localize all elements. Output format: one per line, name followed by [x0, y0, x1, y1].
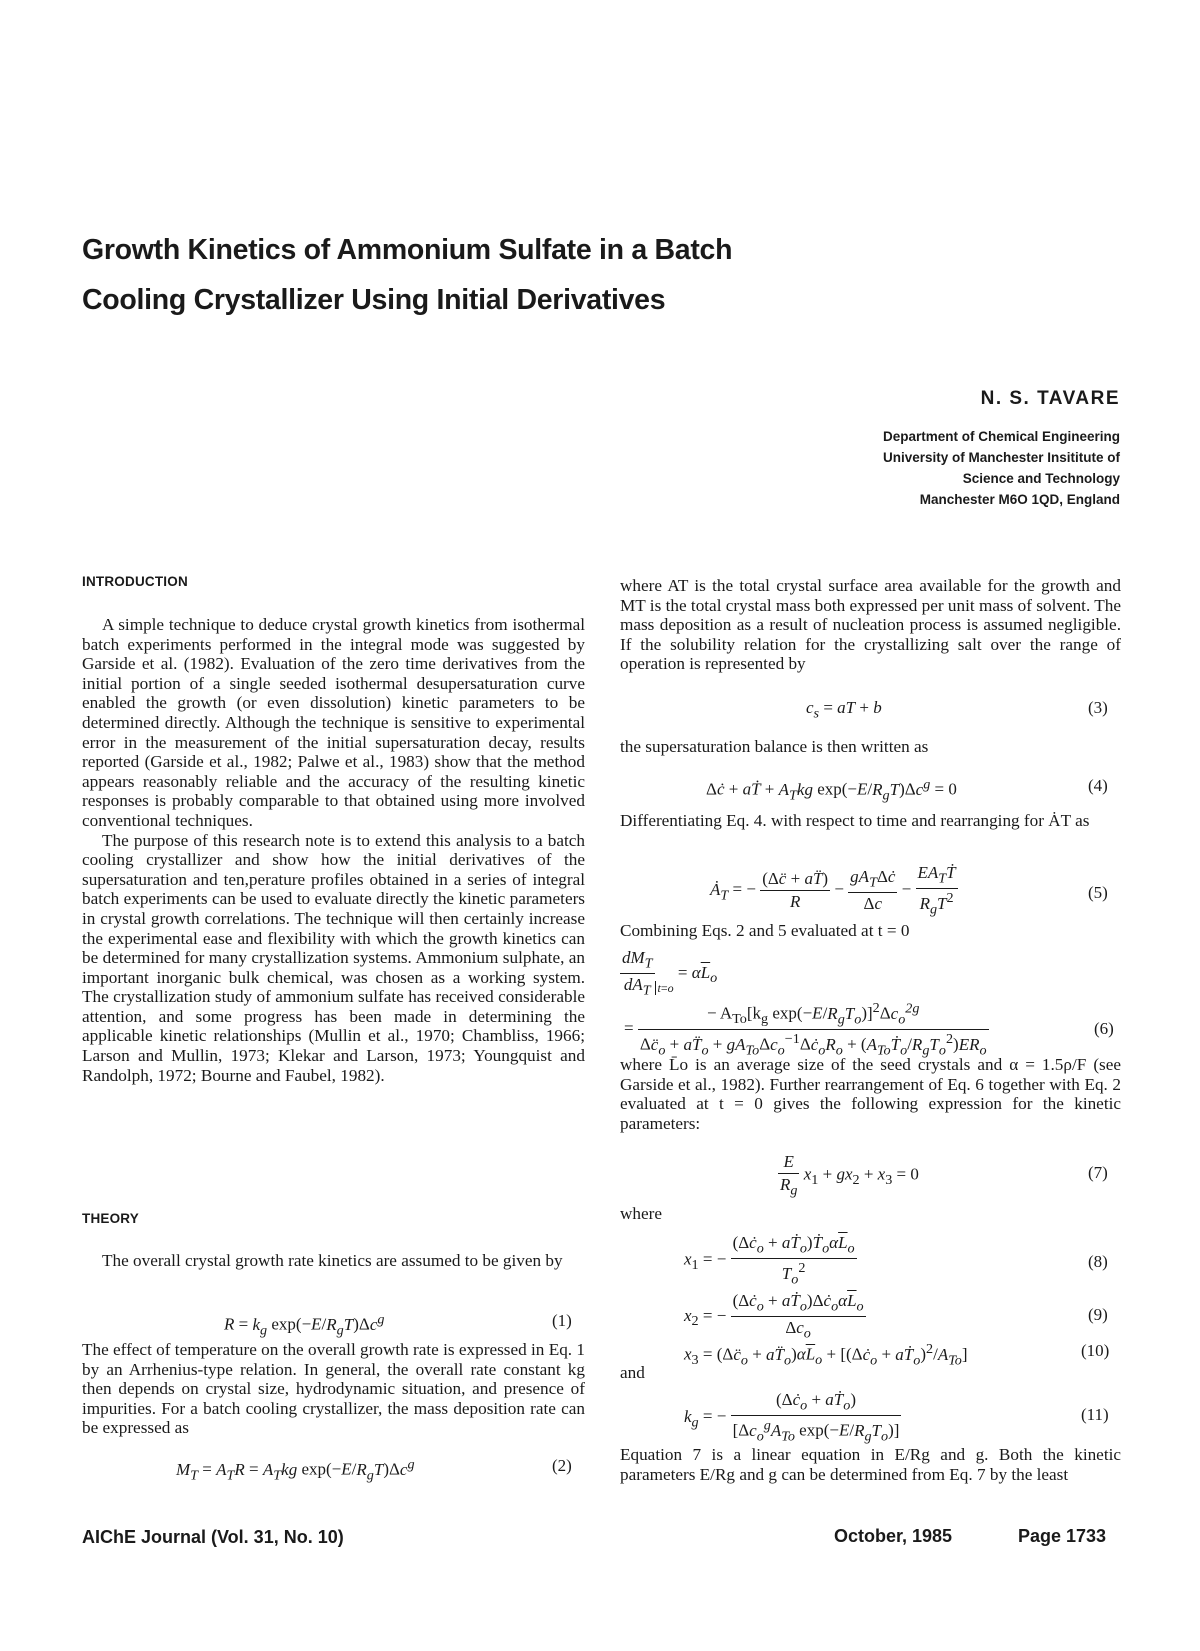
right-text-2: the supersaturation balance is then written as — [620, 737, 929, 756]
paper-title — [82, 225, 982, 325]
equation-8: $x_1$ = − $\frac{(\Delta ċ_o + aṪ_o)Ṫ_o\alpha\overline{L}_o}{T_o^2}$ — [684, 1233, 855, 1288]
right-paragraph-3 — [620, 811, 1121, 831]
equation-3: $c_s$ = aT + b — [806, 698, 882, 722]
right-text-6: Equation 7 is a linear equation in E/Rg and g. Both the kinetic parameters E/Rg and g can be determined from Eq. 7 by the least — [620, 1445, 1121, 1484]
equation-10: $x_3$ = ($\Delta c̈_o$ + $aT̈_o)\alpha\overline{L}_o$ + [($\Delta ċ_o$ + $aṪ_o)^2/A_{To}$] — [684, 1341, 968, 1369]
title-line-2: Cooling Crystallizer Using Initial Derivatives — [82, 284, 666, 316]
intro-paragraph-1: A simple technique to deduce crystal growth kinetics from isothermal batch experiments performed in the integral mode was suggested by Garside et al. (1982). Evaluation of the zero time derivatives from the initial portion of a single seeded isothermal desupersaturation curve enabled the growth (or even dissolution) kinetic parameters to be determined directly. Although the technique is sensitive to experimental error in the measurement of the initial supersaturation decay, results reported (Garside et al., 1982; Palwe et al., 1983) show that the method appears reasonably reliable and the accuracy of the resulting kinetic responses is probably comparable to that obtained using more involved conventional techniques. — [82, 615, 585, 830]
theory-heading: THEORY — [82, 1211, 139, 1226]
equation-number: (11) — [1081, 1405, 1109, 1424]
equation-9: $x_2$ = − $\frac{(\Delta ċ_o + aṪ_o)\Delta ċ_o\alpha\overline{L}_o}{\Delta c_o}$ — [684, 1291, 864, 1342]
footer-journal: AIChE Journal (Vol. 31, No. 10) — [82, 1527, 344, 1547]
and-text: and — [620, 1363, 645, 1382]
and-label — [620, 1363, 720, 1383]
equation-number: (6) — [1094, 1019, 1114, 1038]
equation-6-rhs: = $\frac{- A_{To}[k_g \exp(-E/R_gT_o)]^2\Delta c_o^{2g}}{\Delta c̈_o + aT̈_o + gA_{To}\Delta c_o^{-1}\Delta ċ_oR_o + (A_{To}Ṫ_o/R_gT_o^2)ER_o}$ — [624, 1000, 987, 1059]
right-paragraph-2 — [620, 737, 1121, 757]
affiliation-line: University of Manchester Insititute of — [882, 450, 1120, 465]
equation-number: (9) — [1088, 1305, 1108, 1324]
equation-number: (5) — [1088, 883, 1108, 902]
intro-paragraph-2: The purpose of this research note is to extend this analysis to a batch cooling crystallizer and show how the initial derivatives of the supersaturation and ten,perature profiles obtained in a series of integral batch experiments can be used to evaluate directly the kinetic parameters in crystal growth correlations. The technique will then certainly increase the experimental ease and flexibility with which the growth kinetics can be determined for many crystallization systems. Ammonium sulphate, an important inorganic bulk chemical, was chosen as a working system. The crystallization study of ammonium sulfate has received considerable attention, and some progress has been made in determining the applicable kinetic relationships (Mullin et al., 1970; Chambliss, 1966; Larson and Mullin, 1973; Klekar and Larson, 1973; Youngquist and Randolph, 1972; Bourne and Faubel, 1982). — [82, 830, 585, 1085]
equation-6-lhs: $\frac{dM_T}{dA_T}$ $_{t=o} = \alpha\overline{L}_o$ — [622, 948, 718, 999]
where-text: where — [620, 1204, 662, 1223]
theory-text-2: The effect of temperature on the overall growth rate is expressed in Eq. 1 by an Arrhenius-type relation. In general, the overall rate constant kg then depends on crystal size, hydrodynamic situation, and presence of impurities. For a batch cooling crystallizer, the mass deposition rate can be expressed as — [82, 1340, 585, 1438]
equation-number: (4) — [1088, 776, 1108, 795]
right-text-3: Differentiating Eq. 4. with respect to time and rearranging for ȦT as — [620, 811, 1090, 830]
footer-date: October, 1985 — [834, 1526, 953, 1546]
equation-5: $Ȧ_T$ = − $\frac{(\Delta c̈ + aT̈)}{R}$ − $\frac{gA_T\Delta ċ}{\Delta c}$ − $\frac{EA_TṪ}{R_gT^2}$ — [710, 863, 956, 918]
equation-1: $R = k_g$ $\exp(-E/R_gT)\Delta c^g$ — [224, 1311, 385, 1339]
equation-number: (7) — [1088, 1163, 1108, 1182]
affiliation-line: Science and Technology — [962, 471, 1120, 486]
right-text-1: where AT is the total crystal surface area available for the growth and MT is the total crystal mass both expressed per unit mass of solvent. The mass deposition as a result of nucleation process is assumed negligible. If the solubility relation for the crystallizing salt over the range of operation is represented by — [620, 576, 1121, 674]
introduction-heading: INTRODUCTION — [82, 574, 188, 589]
equation-number: (10) — [1081, 1341, 1110, 1360]
footer-page: Page 1733 — [1018, 1526, 1107, 1546]
equation-2: $M_T = A_TR = A_Tkg$ $\exp(-E/R_gT)\Delta c^g$ — [176, 1456, 415, 1484]
equation-11: $k_g$ = − $\frac{(\Delta ċ_o + aṪ_o)}{[\Delta c_o^gA_{To} \exp(-E/R_gT_o)]}$ — [684, 1390, 900, 1445]
equation-number: (2) — [552, 1456, 572, 1475]
author-affiliation — [883, 426, 1120, 510]
right-text-5: where L̄o is an average size of the seed crystals and α = 1.5ρ/F (see Garside et al., 1982). Further rearrangement of Eq. 6 together with Eq. 2 evaluated at t = 0 gives the following expression for the kinetic parameters: — [620, 1055, 1121, 1133]
where-label — [620, 1204, 720, 1224]
title-line-1: Growth Kinetics of Ammonium Sulfate in a Batch — [82, 234, 733, 266]
equation-number: (1) — [552, 1311, 572, 1330]
introduction-section — [82, 615, 585, 1085]
author-name: N. S. TAVARE — [980, 388, 1120, 409]
right-paragraph-1 — [620, 576, 1121, 674]
theory-paragraph-2 — [82, 1340, 585, 1438]
right-paragraph-6 — [620, 1445, 1121, 1484]
equation-4: Δċ + aṪ + $A_Tkg$ $\exp(-E/R_gT)\Delta c^g = 0$ — [706, 776, 957, 804]
right-paragraph-4 — [620, 921, 1121, 941]
right-text-4: Combining Eqs. 2 and 5 evaluated at t = 0 — [620, 921, 910, 940]
theory-text-1: The overall crystal growth rate kinetics are assumed to be given by — [102, 1251, 563, 1270]
theory-paragraph-1 — [82, 1251, 585, 1271]
affiliation-line: Department of Chemical Engineering — [882, 429, 1120, 444]
equation-7: $\frac{E}{R_g}$ $x_1 + gx_2 + x_3 = 0$ — [780, 1152, 919, 1199]
equation-number: (3) — [1088, 698, 1108, 717]
equation-number: (8) — [1088, 1252, 1108, 1271]
affiliation-line: Manchester M6O 1QD, England — [919, 492, 1120, 507]
right-paragraph-5 — [620, 1055, 1121, 1133]
